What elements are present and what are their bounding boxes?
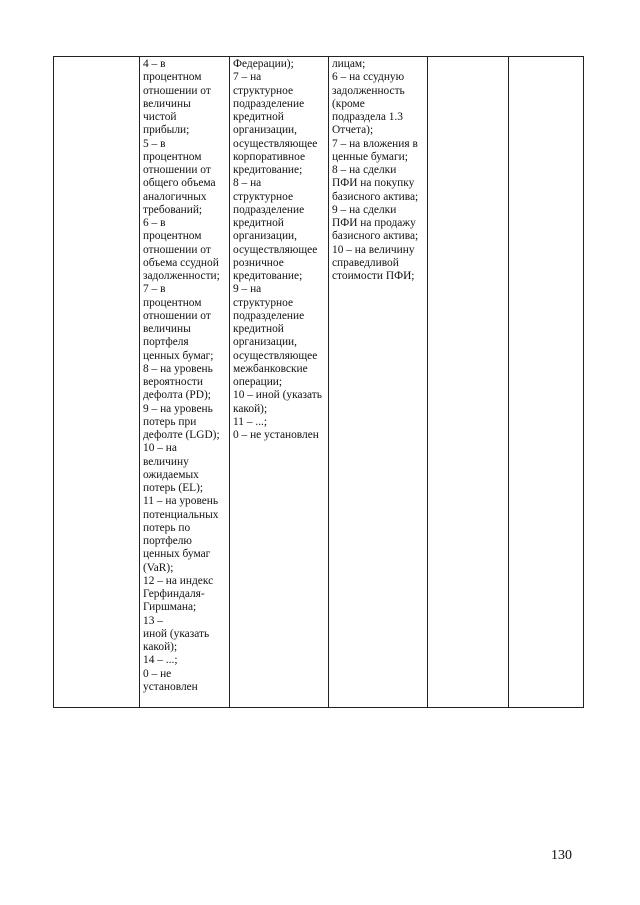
table-row — [54, 57, 584, 708]
cell-text-line: 8 – на сделки — [332, 164, 397, 176]
cell-text-line: ценных бумаг; — [143, 349, 214, 362]
cell-text-line: 9 – на сделки — [332, 203, 397, 216]
cell-text-line: портфелю — [143, 535, 192, 547]
cell-text-line: осуществляющее — [233, 243, 318, 256]
cell-text-line: величину — [143, 455, 189, 468]
cell-text-line: процентном — [143, 230, 202, 243]
cell-text-line: потерь при — [143, 415, 197, 428]
cell-text-line: потерь (EL); — [143, 482, 204, 494]
cell-text-line: потерь по — [143, 521, 191, 534]
cell-text-line: структурное — [233, 296, 294, 309]
cell-text-line: чистой — [143, 111, 177, 123]
cell-text-line: осуществляющее — [233, 349, 318, 362]
cell-text-line: 12 – на индекс — [143, 574, 214, 587]
cell-text-line: лицам; — [332, 58, 366, 70]
cell-text-line: 7 – на вложения в — [332, 137, 418, 150]
cell-text-line: подразделение — [233, 309, 305, 322]
cell-text-line: требований; — [143, 203, 203, 216]
cell-text-line: кредитной — [233, 323, 284, 335]
cell-text-line: какой); — [233, 402, 268, 415]
cell-text-line: ожидаемых — [143, 468, 199, 481]
cell-text-line: Герфиндаля- — [143, 588, 205, 600]
cell-text-line: объема ссудной — [143, 256, 219, 269]
cell-text-line: процентном — [143, 296, 202, 309]
cell-text-line: структурное — [233, 84, 294, 97]
cell-text-line: ценных бумаг — [143, 548, 211, 561]
cell-text-line: величины — [143, 97, 191, 110]
cell-text-line: справедливой — [332, 256, 399, 269]
cell-text-line: общего объема — [143, 177, 216, 190]
cell-text-line: процентном — [143, 150, 202, 163]
cell-text-line: (кроме — [332, 97, 365, 110]
cell-text-line: задолженности; — [143, 270, 220, 282]
cell-text-line: подразделение — [233, 203, 305, 216]
cell-text-line: вероятности — [143, 376, 203, 388]
cell-text-line: дефолта (PD); — [143, 389, 211, 402]
cell-text-line: 5 – в — [143, 137, 166, 150]
cell-text-line: 0 – не — [143, 667, 172, 680]
cell-text-line: 11 – ...; — [233, 415, 268, 428]
cell-text-line: структурное — [233, 190, 294, 203]
cell-text-line: подразделение — [233, 97, 305, 110]
cell-text-line: базисного актива; — [332, 230, 419, 243]
cell-text-line: подраздела 1.3 — [332, 111, 403, 123]
cell-text-line: операции; — [233, 376, 283, 388]
cell-text-line: портфеля — [143, 336, 189, 349]
cell-text-line: прибыли; — [143, 124, 190, 137]
cell-text-line: Отчета); — [332, 124, 374, 137]
cell-text-line: какой); — [143, 641, 178, 653]
cell-text-line: розничное — [233, 256, 284, 269]
cell-text-line: Федерации); — [233, 58, 294, 70]
cell-text-line: 10 – на величину — [332, 243, 415, 256]
cell-text-line: базисного актива; — [332, 190, 419, 203]
cell-text-line: 9 – на — [233, 283, 262, 296]
cell-text-line: 13 – — [143, 614, 163, 627]
cell-text-line: 10 – на — [143, 442, 177, 455]
cell-text-line: отношении от — [143, 164, 211, 176]
cell-text-line: стоимости ПФИ; — [332, 270, 415, 282]
cell-text-line: 14 – ...; — [143, 654, 178, 667]
page-number: 130 — [551, 848, 572, 863]
cell-text-line: кредитование; — [233, 164, 303, 176]
cell-text-line: 8 – на — [233, 177, 262, 190]
cell-text-line: отношении от — [143, 309, 211, 322]
cell-text-line: 10 – иной (указать — [233, 389, 322, 402]
cell-text-line: корпоративное — [233, 150, 306, 163]
cell-text-line: 4 – в — [143, 58, 166, 70]
cell-text-line: 6 – на ссудную — [332, 71, 405, 84]
cell-text-line: 11 – на уровень — [143, 495, 219, 508]
cell-text-line: 7 – на — [233, 71, 262, 84]
cell-text-line: ПФИ на продажу — [332, 217, 416, 229]
cell-text-line: процентном — [143, 71, 202, 84]
cell-text-line: 8 – на уровень — [143, 362, 213, 375]
cell-text-line: организации, — [233, 124, 297, 137]
table-cell-column-1 — [54, 57, 140, 708]
cell-text-line: организации, — [233, 230, 297, 243]
table-cell-column-2 — [140, 57, 230, 708]
cell-text-line: иной (указать — [143, 627, 210, 640]
cell-text-line: 9 – на уровень — [143, 402, 213, 415]
cell-text-line: организации, — [233, 336, 297, 349]
cell-text-line: 7 – в — [143, 283, 166, 296]
cell-text-line: Гиршмана; — [143, 601, 197, 614]
cell-text-line: кредитование; — [233, 270, 303, 282]
cell-text-line: кредитной — [233, 217, 284, 229]
cell-text-line: потенциальных — [143, 508, 219, 521]
table-cell-column-6 — [509, 57, 584, 708]
cell-text-line: установлен — [143, 680, 198, 693]
cell-text-line: межбанковские — [233, 362, 308, 375]
document-table — [53, 56, 584, 708]
cell-text-line: аналогичных — [143, 190, 207, 203]
cell-text-line: 6 – в — [143, 217, 166, 229]
cell-text-line: дефолте (LGD); — [143, 429, 220, 441]
table-cell-column-4 — [329, 57, 428, 708]
table-cell-column-5 — [428, 57, 509, 708]
cell-text-line: отношении от — [143, 84, 211, 97]
cell-text-line: величины — [143, 323, 191, 335]
cell-text-line: (VaR); — [143, 561, 174, 574]
cell-text-line: отношении от — [143, 243, 211, 256]
cell-text-line: ПФИ на покупку — [332, 177, 415, 190]
cell-text-line: осуществляющее — [233, 137, 318, 150]
cell-text-line: 0 – не установлен — [233, 429, 319, 441]
cell-text-line: задолженность — [332, 84, 405, 97]
cell-text-line: ценные бумаги; — [332, 150, 408, 163]
cell-text-line: кредитной — [233, 111, 284, 123]
table-cell-column-3 — [230, 57, 329, 708]
